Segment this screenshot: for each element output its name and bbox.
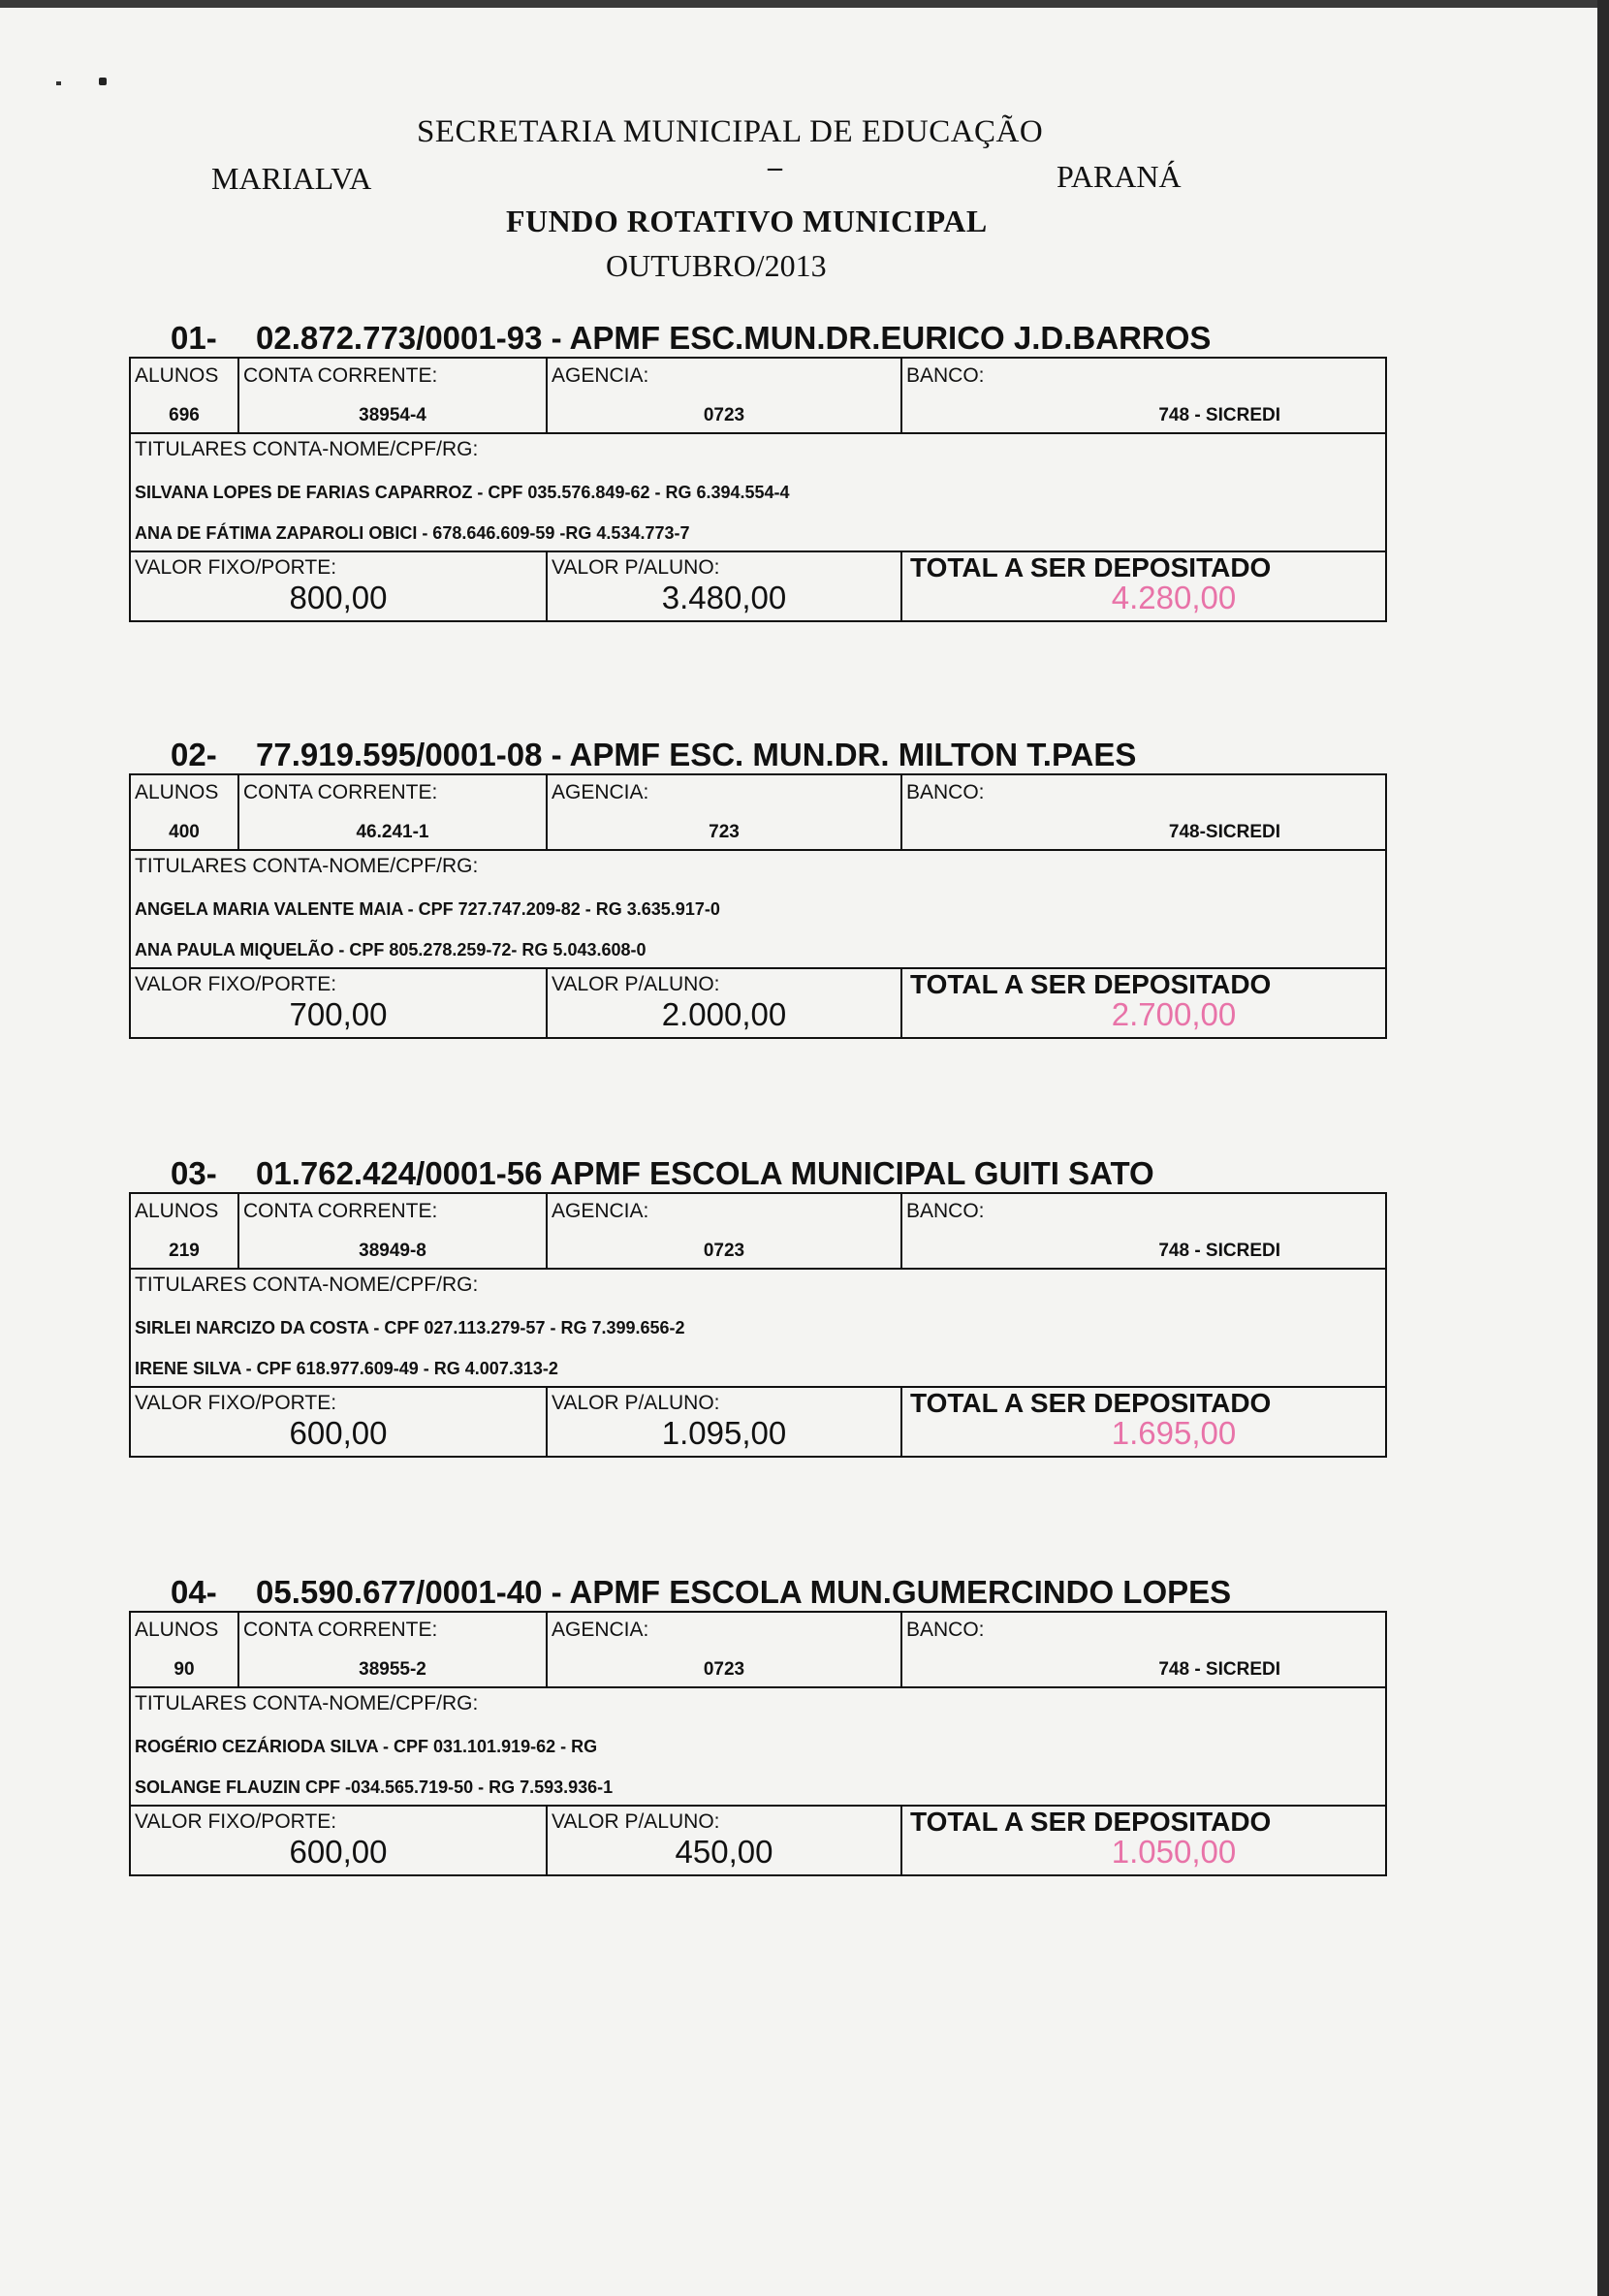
banco-label: BANCO: <box>906 364 985 387</box>
record-table <box>129 1611 1387 1876</box>
record-number: 02- <box>171 737 217 772</box>
conta-label: CONTA CORRENTE: <box>243 1619 438 1641</box>
titulares-label: TITULARES CONTA-NOME/CPF/RG: <box>135 1692 479 1714</box>
total-value: 2.700,00 <box>1111 996 1237 1032</box>
valor-aluno-value: 2.000,00 <box>661 996 787 1032</box>
record-title <box>171 1155 1154 1192</box>
titulares-row <box>131 1686 1385 1807</box>
document-header <box>0 0 1590 310</box>
conta-label: CONTA CORRENTE: <box>243 364 438 387</box>
titular-2: ANA DE FÁTIMA ZAPAROLI OBICI - 678.646.609-59 -RG 4.534.773-7 <box>135 523 690 543</box>
alunos-value: 400 <box>169 822 200 842</box>
agencia-cell <box>548 1613 902 1686</box>
alunos-label: ALUNOS <box>135 1200 219 1222</box>
agencia-value: 0723 <box>703 1241 745 1261</box>
agencia-value: 0723 <box>703 405 745 425</box>
valor-fixo-value: 700,00 <box>289 996 388 1032</box>
record-title <box>171 737 1136 773</box>
valor-aluno-label: VALOR P/ALUNO: <box>552 1392 720 1414</box>
total-value: 1.695,00 <box>1111 1415 1237 1451</box>
record-number: 03- <box>171 1155 217 1191</box>
header-dash: – <box>768 151 782 183</box>
valor-fixo-cell <box>131 1386 548 1456</box>
valor-fixo-label: VALOR FIXO/PORTE: <box>135 1810 337 1833</box>
agencia-label: AGENCIA: <box>552 1200 649 1222</box>
valor-aluno-label: VALOR P/ALUNO: <box>552 1810 720 1833</box>
valor-aluno-value: 1.095,00 <box>661 1415 787 1451</box>
total-label: TOTAL A SER DEPOSITADO <box>910 1388 1272 1418</box>
valor-fixo-value: 600,00 <box>289 1415 388 1451</box>
titulares-row <box>131 849 1385 969</box>
record-table <box>129 1192 1387 1458</box>
agencia-label: AGENCIA: <box>552 781 649 803</box>
conta-label: CONTA CORRENTE: <box>243 1200 438 1222</box>
valor-aluno-cell <box>548 550 902 620</box>
alunos-cell <box>131 1613 239 1686</box>
banco-value: 748 - SICREDI <box>1158 405 1280 425</box>
banco-label: BANCO: <box>906 1200 985 1222</box>
valor-aluno-cell <box>548 1386 902 1456</box>
agencia-value: 0723 <box>703 1659 745 1680</box>
alunos-cell <box>131 359 239 432</box>
valor-aluno-value: 450,00 <box>675 1834 773 1870</box>
agencia-cell <box>548 775 902 849</box>
record-table <box>129 773 1387 1039</box>
valor-fixo-label: VALOR FIXO/PORTE: <box>135 1392 337 1414</box>
titular-1: SILVANA LOPES DE FARIAS CAPARROZ - CPF 035.576.849-62 - RG 6.394.554-4 <box>135 483 790 502</box>
agencia-value: 723 <box>709 822 740 842</box>
bank-row <box>131 775 1385 851</box>
titulares-label: TITULARES CONTA-NOME/CPF/RG: <box>135 855 479 877</box>
alunos-value: 90 <box>174 1659 195 1680</box>
alunos-value: 696 <box>169 405 200 425</box>
alunos-value: 219 <box>169 1241 200 1261</box>
bank-row <box>131 359 1385 434</box>
valor-fixo-cell <box>131 967 548 1037</box>
conta-cell <box>239 1194 548 1268</box>
total-label: TOTAL A SER DEPOSITADO <box>910 1807 1272 1837</box>
conta-label: CONTA CORRENTE: <box>243 781 438 803</box>
valor-fixo-label: VALOR FIXO/PORTE: <box>135 973 337 995</box>
valor-fixo-cell <box>131 550 548 620</box>
city-name: MARIALVA <box>211 161 372 196</box>
total-cell <box>902 967 1387 1037</box>
fund-title: FUNDO ROTATIVO MUNICIPAL <box>506 204 988 238</box>
total-cell <box>902 550 1387 620</box>
banco-cell <box>902 359 1387 432</box>
valor-aluno-label: VALOR P/ALUNO: <box>552 973 720 995</box>
conta-value: 38955-2 <box>359 1659 426 1680</box>
record-number: 01- <box>171 320 217 356</box>
valor-aluno-cell <box>548 1805 902 1874</box>
valor-fixo-cell <box>131 1805 548 1874</box>
secretaria-title: SECRETARIA MUNICIPAL DE EDUCAÇÃO <box>417 114 1044 149</box>
titulares-label: TITULARES CONTA-NOME/CPF/RG: <box>135 1274 479 1296</box>
values-row <box>131 1386 1385 1456</box>
banco-cell <box>902 1613 1387 1686</box>
agencia-cell <box>548 1194 902 1268</box>
alunos-cell <box>131 775 239 849</box>
titular-2: SOLANGE FLAUZIN CPF -034.565.719-50 - RG 7.593.936-1 <box>135 1777 614 1797</box>
total-value: 4.280,00 <box>1111 580 1237 615</box>
titulares-row <box>131 1268 1385 1388</box>
banco-value: 748 - SICREDI <box>1158 1241 1280 1261</box>
bank-row <box>131 1613 1385 1688</box>
valor-aluno-value: 3.480,00 <box>661 580 787 615</box>
conta-value: 38949-8 <box>359 1241 426 1261</box>
record-title <box>171 320 1211 357</box>
banco-value: 748 - SICREDI <box>1158 1659 1280 1680</box>
titular-1: SIRLEI NARCIZO DA COSTA - CPF 027.113.279-57 - RG 7.399.656-2 <box>135 1318 685 1337</box>
banco-label: BANCO: <box>906 1619 985 1641</box>
record-table <box>129 357 1387 622</box>
titular-1: ANGELA MARIA VALENTE MAIA - CPF 727.747.209-82 - RG 3.635.917-0 <box>135 899 720 919</box>
state-name: PARANÁ <box>1057 159 1182 194</box>
valor-fixo-value: 800,00 <box>289 580 388 615</box>
alunos-label: ALUNOS <box>135 364 219 387</box>
agencia-label: AGENCIA: <box>552 1619 649 1641</box>
valor-aluno-cell <box>548 967 902 1037</box>
total-label: TOTAL A SER DEPOSITADO <box>910 969 1272 999</box>
valor-fixo-label: VALOR FIXO/PORTE: <box>135 556 337 579</box>
valor-fixo-value: 600,00 <box>289 1834 388 1870</box>
bank-row <box>131 1194 1385 1270</box>
banco-cell <box>902 1194 1387 1268</box>
conta-cell <box>239 359 548 432</box>
conta-value: 46.241-1 <box>356 822 429 842</box>
values-row <box>131 967 1385 1037</box>
total-value: 1.050,00 <box>1111 1834 1237 1870</box>
banco-label: BANCO: <box>906 781 985 803</box>
titulares-label: TITULARES CONTA-NOME/CPF/RG: <box>135 438 479 460</box>
agencia-label: AGENCIA: <box>552 364 649 387</box>
banco-cell <box>902 775 1387 849</box>
total-cell <box>902 1805 1387 1874</box>
total-cell <box>902 1386 1387 1456</box>
record-title-text: 01.762.424/0001-56 APMF ESCOLA MUNICIPAL GUITI SATO <box>256 1155 1154 1191</box>
values-row <box>131 1805 1385 1874</box>
period-title: OUTUBRO/2013 <box>606 248 827 283</box>
alunos-label: ALUNOS <box>135 781 219 803</box>
banco-value: 748-SICREDI <box>1168 822 1280 842</box>
alunos-cell <box>131 1194 239 1268</box>
alunos-label: ALUNOS <box>135 1619 219 1641</box>
conta-cell <box>239 775 548 849</box>
total-label: TOTAL A SER DEPOSITADO <box>910 552 1272 582</box>
titular-2: ANA PAULA MIQUELÃO - CPF 805.278.259-72- RG 5.043.608-0 <box>135 940 647 959</box>
conta-cell <box>239 1613 548 1686</box>
valor-aluno-label: VALOR P/ALUNO: <box>552 556 720 579</box>
record-title-text: 05.590.677/0001-40 - APMF ESCOLA MUN.GUMERCINDO LOPES <box>256 1574 1232 1610</box>
record-title <box>171 1574 1231 1611</box>
scan-right-edge <box>1597 0 1609 2296</box>
titular-2: IRENE SILVA - CPF 618.977.609-49 - RG 4.007.313-2 <box>135 1359 558 1378</box>
record-title-text: 02.872.773/0001-93 - APMF ESC.MUN.DR.EURICO J.D.BARROS <box>256 320 1212 356</box>
agencia-cell <box>548 359 902 432</box>
titular-1: ROGÉRIO CEZÁRIODA SILVA - CPF 031.101.919-62 - RG <box>135 1737 598 1756</box>
record-number: 04- <box>171 1574 217 1610</box>
record-title-text: 77.919.595/0001-08 - APMF ESC. MUN.DR. MILTON T.PAES <box>256 737 1137 772</box>
conta-value: 38954-4 <box>359 405 426 425</box>
titulares-row <box>131 432 1385 552</box>
values-row <box>131 550 1385 620</box>
